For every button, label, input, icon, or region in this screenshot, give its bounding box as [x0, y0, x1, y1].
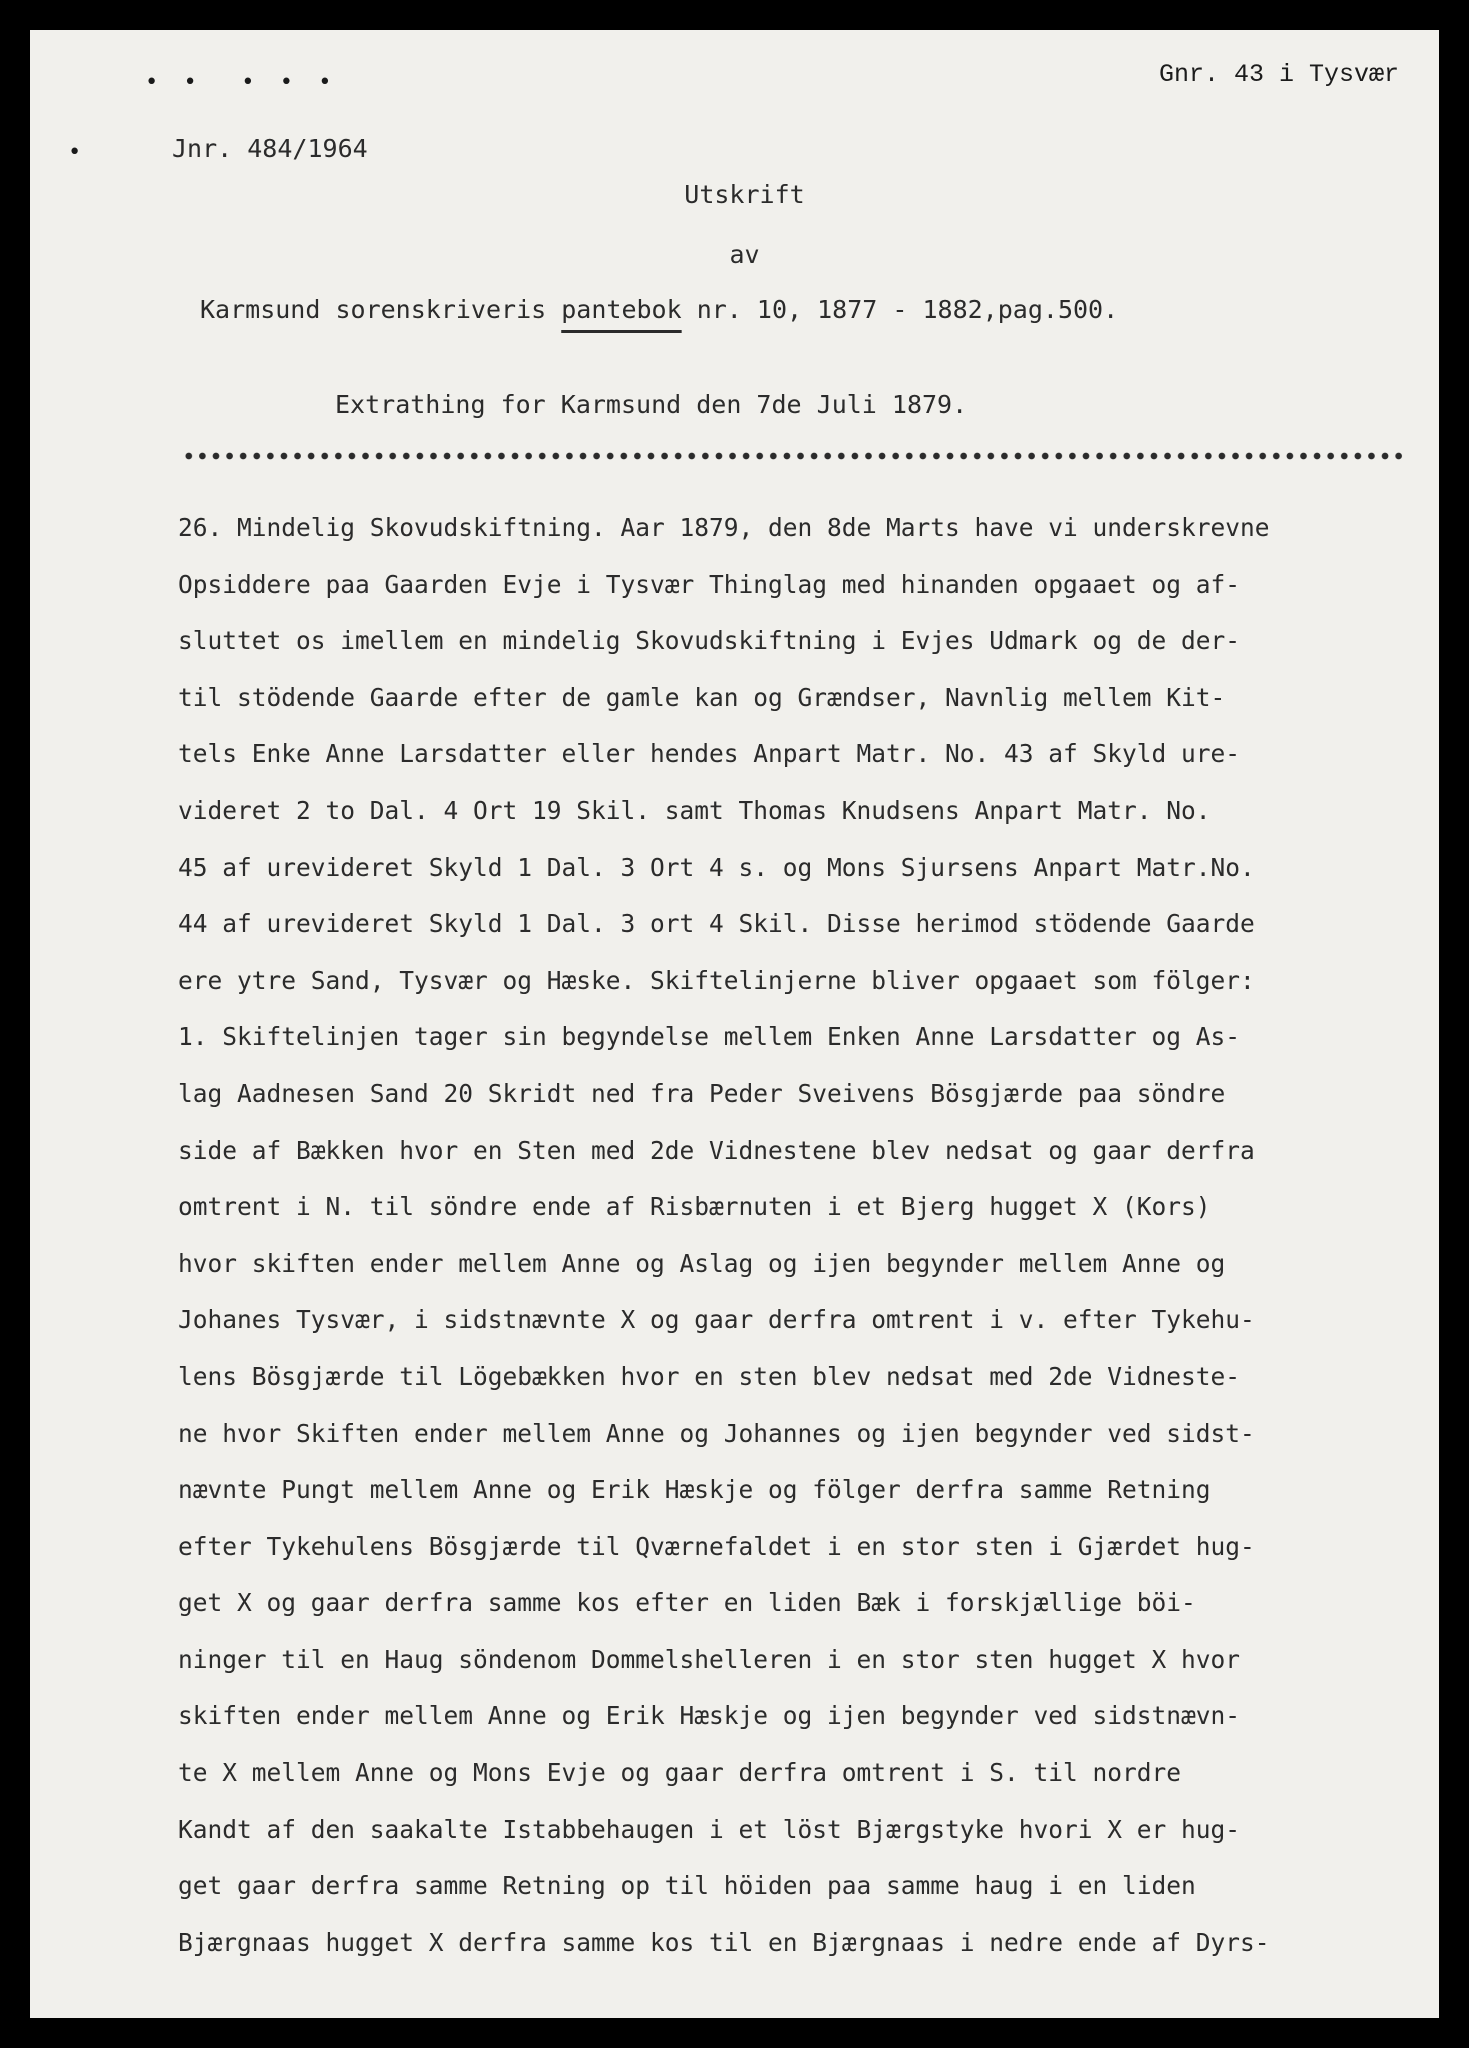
text-line: skiften ender mellem Anne og Erik Hæskje og ijen begynder ved sidstnævn- — [178, 1701, 1241, 1731]
text-line: get X og gaar derfra samme kos efter en liden Bæk i forskjællige böi- — [178, 1588, 1196, 1618]
document-title: Utskrift — [684, 180, 805, 209]
meeting-heading: Extrathing for Karmsund den 7de Juli 1879. — [335, 390, 968, 419]
text-line: ne hvor Skiften ender mellem Anne og Johannes og ijen begynder ved sidst- — [178, 1418, 1255, 1448]
text-line: Bjærgnaas hugget X derfra samme kos til en Bjærgnaas i nedre ende af Dyrs- — [178, 1927, 1270, 1957]
text-line: lag Aadnesen Sand 20 Skridt ned fra Peder Sveivens Bösgjærde paa söndre — [178, 1078, 1226, 1108]
text-line: tels Enke Anne Larsdatter eller hendes Anpart Matr. No. 43 af Skyld ure- — [178, 739, 1241, 769]
corner-marks-row-2: • — [68, 140, 88, 165]
text-line: Johanes Tysvær, i sidstnævnte X og gaar derfra omtrent i v. efter Tykehu- — [178, 1305, 1255, 1335]
text-line: lens Bösgjærde til Lögebækken hvor en sten blev nedsat med 2de Vidneste- — [178, 1361, 1241, 1391]
text-line: omtrent i N. til söndre ende af Risbærnuten i et Bjerg hugget X (Kors) — [178, 1192, 1211, 1222]
text-line: te X mellem Anne og Mons Evje og gaar derfra omtrent i S. til nordre — [178, 1758, 1182, 1788]
source-reference-part-2: nr. 10, 1877 - 1882,pag.500. — [681, 295, 1119, 324]
journal-number: Jnr. 484/1964 — [172, 134, 368, 163]
text-line: 1. Skiftelinjen tager sin begyndelse mellem Enken Anne Larsdatter og As- — [178, 1022, 1241, 1052]
text-line: til stödende Gaarde efter de gamle kan og Grændser, Navnlig mellem Kit- — [178, 682, 1226, 712]
text-line: hvor skiften ender mellem Anne og Aslag og ijen begynder mellem Anne og — [178, 1248, 1226, 1278]
text-line: get gaar derfra samme Retning op til höiden paa samme haug i en liden — [178, 1871, 1196, 1901]
text-line: ere ytre Sand, Tysvær og Hæske. Skiftelinjerne bliver opgaaet som fölger: — [178, 965, 1255, 995]
document-title-av: av — [729, 240, 760, 269]
text-line: Kandt af den saakalte Istabbehaugen i et löst Bjærgstyke hvori X er hug- — [178, 1814, 1241, 1844]
text-line: ninger til en Haug söndenom Dommelshelleren i en stor sten hugget X hvor — [178, 1644, 1241, 1674]
dotted-separator — [182, 450, 1407, 462]
document-page — [30, 30, 1439, 2018]
source-reference-underlined: pantebok — [561, 295, 682, 324]
gnr-label: Gnr. 43 i Tysvær — [1158, 60, 1399, 89]
text-line: Opsiddere paa Gaarden Evje i Tysvær Thinglag med hinanden opgaaet og af- — [178, 569, 1241, 599]
source-reference-part-1: Karmsund sorenskriveris — [200, 295, 562, 324]
text-line: sluttet os imellem en mindelig Skovudskiftning i Evjes Udmark og de der- — [178, 626, 1241, 656]
text-line: efter Tykehulens Bösgjærde til Qværnefaldet i en stor sten i Gjærdet hug- — [178, 1531, 1255, 1561]
text-line: 44 af urevideret Skyld 1 Dal. 3 ort 4 Skil. Disse herimod stödende Gaarde — [178, 909, 1255, 939]
text-line: 26. Mindelig Skovudskiftning. Aar 1879, den 8de Marts have vi underskrevne — [178, 513, 1270, 542]
text-line: 45 af urevideret Skyld 1 Dal. 3 Ort 4 s. og Mons Sjursens Anpart Matr.No. — [178, 852, 1255, 882]
transcription-body — [178, 500, 1439, 1971]
text-line: side af Bækken hvor en Sten med 2de Vidnestene blev nedsat og gaar derfra — [178, 1135, 1255, 1165]
text-line: nævnte Pungt mellem Anne og Erik Hæskje og fölger derfra samme Retning — [178, 1475, 1211, 1505]
text-line: videret 2 to Dal. 4 Ort 19 Skil. samt Thomas Knudsens Anpart Matr. No. — [178, 795, 1211, 825]
corner-marks-row-1: • • • • • — [144, 70, 338, 95]
source-reference — [200, 295, 1118, 324]
